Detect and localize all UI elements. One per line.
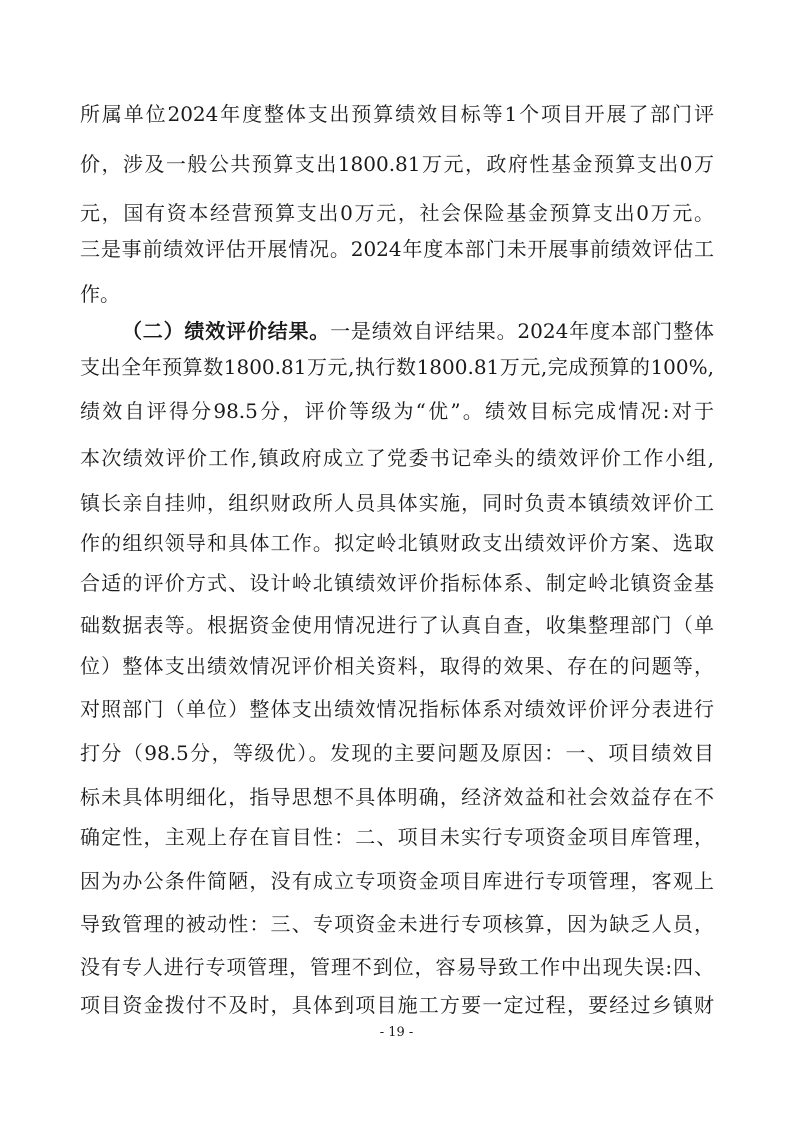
paragraph-1-line-5: 作。 [80,282,120,306]
paragraph-2-line-14: 因为办公条件简陋，没有成立专项资金项目库进行专项管理，客观上 [80,869,714,893]
paragraph-2-line-17: 项目资金拨付不及时，具体到项目施工方要一定过程，要经过乡镇财 [80,993,714,1017]
paragraph-2-line-3: 绩效自评得分98.5分，评价等级为“优”。绩效目标完成情况:对于 [80,399,714,423]
paragraph-2-line-11: 打分（98.5分，等级优）。发现的主要问题及原因：一、项目绩效目 [80,741,714,765]
paragraph-1-line-2: 价，涉及一般公共预算支出1800.81万元，政府性基金预算支出0万 [80,152,714,176]
paragraph-2-line-6: 作的组织领导和具体工作。拟定岭北镇财政支出绩效评价方案、选取 [80,531,714,555]
paragraph-2-line-12: 标未具体明细化，指导思想不具体明确，经济效益和社会效益存在不 [80,785,714,809]
paragraph-2-line-7: 合适的评价方式、设计岭北镇绩效评价指标体系、制定岭北镇资金基 [80,571,714,595]
paragraph-2-line-15: 导致管理的被动性：三、专项资金未进行专项核算，因为缺乏人员， [80,912,714,936]
section-heading: （二）绩效评价结果。 [122,319,331,343]
paragraph-2-line-1-text: 一是绩效自评结果。2024年度本部门整体 [330,319,714,343]
paragraph-2-line-10: 对照部门（单位）整体支出绩效情况指标体系对绩效评价评分表进行 [80,697,714,721]
page-number: - 19 - [379,1025,414,1040]
paragraph-2-line-5: 镇长亲自挂帅，组织财政所人员具体实施，同时负责本镇绩效评价工 [80,491,714,515]
paragraph-2-line-9: 位）整体支出绩效情况评价相关资料，取得的效果、存在的问题等， [80,654,714,678]
paragraph-1-line-1: 所属单位2024年度整体支出预算绩效目标等1个项目开展了部门评 [80,102,714,126]
paragraph-2-line-4: 本次绩效评价工作,镇政府成立了党委书记牵头的绩效评价工作小组, [80,446,714,470]
paragraph-2-line-13: 确定性，主观上存在盲目性：二、项目未实行专项资金项目库管理， [80,825,714,849]
paragraph-2-line-16: 没有专人进行专项管理，管理不到位，容易导致工作中出现失误:四、 [80,955,714,979]
paragraph-1-line-4: 三是事前绩效评估开展情况。2024年度本部门未开展事前绩效评估工 [80,237,714,261]
paragraph-1-line-3: 元，国有资本经营预算支出0万元，社会保险基金预算支出0万元。 [80,201,714,225]
paragraph-2-line-1 [122,316,714,346]
paragraph-2-line-8: 础数据表等。根据资金使用情况进行了认真自查，收集整理部门（单 [80,613,714,637]
paragraph-2-line-2: 支出全年预算数1800.81万元,执行数1800.81万元,完成预算的100%, [80,355,714,379]
